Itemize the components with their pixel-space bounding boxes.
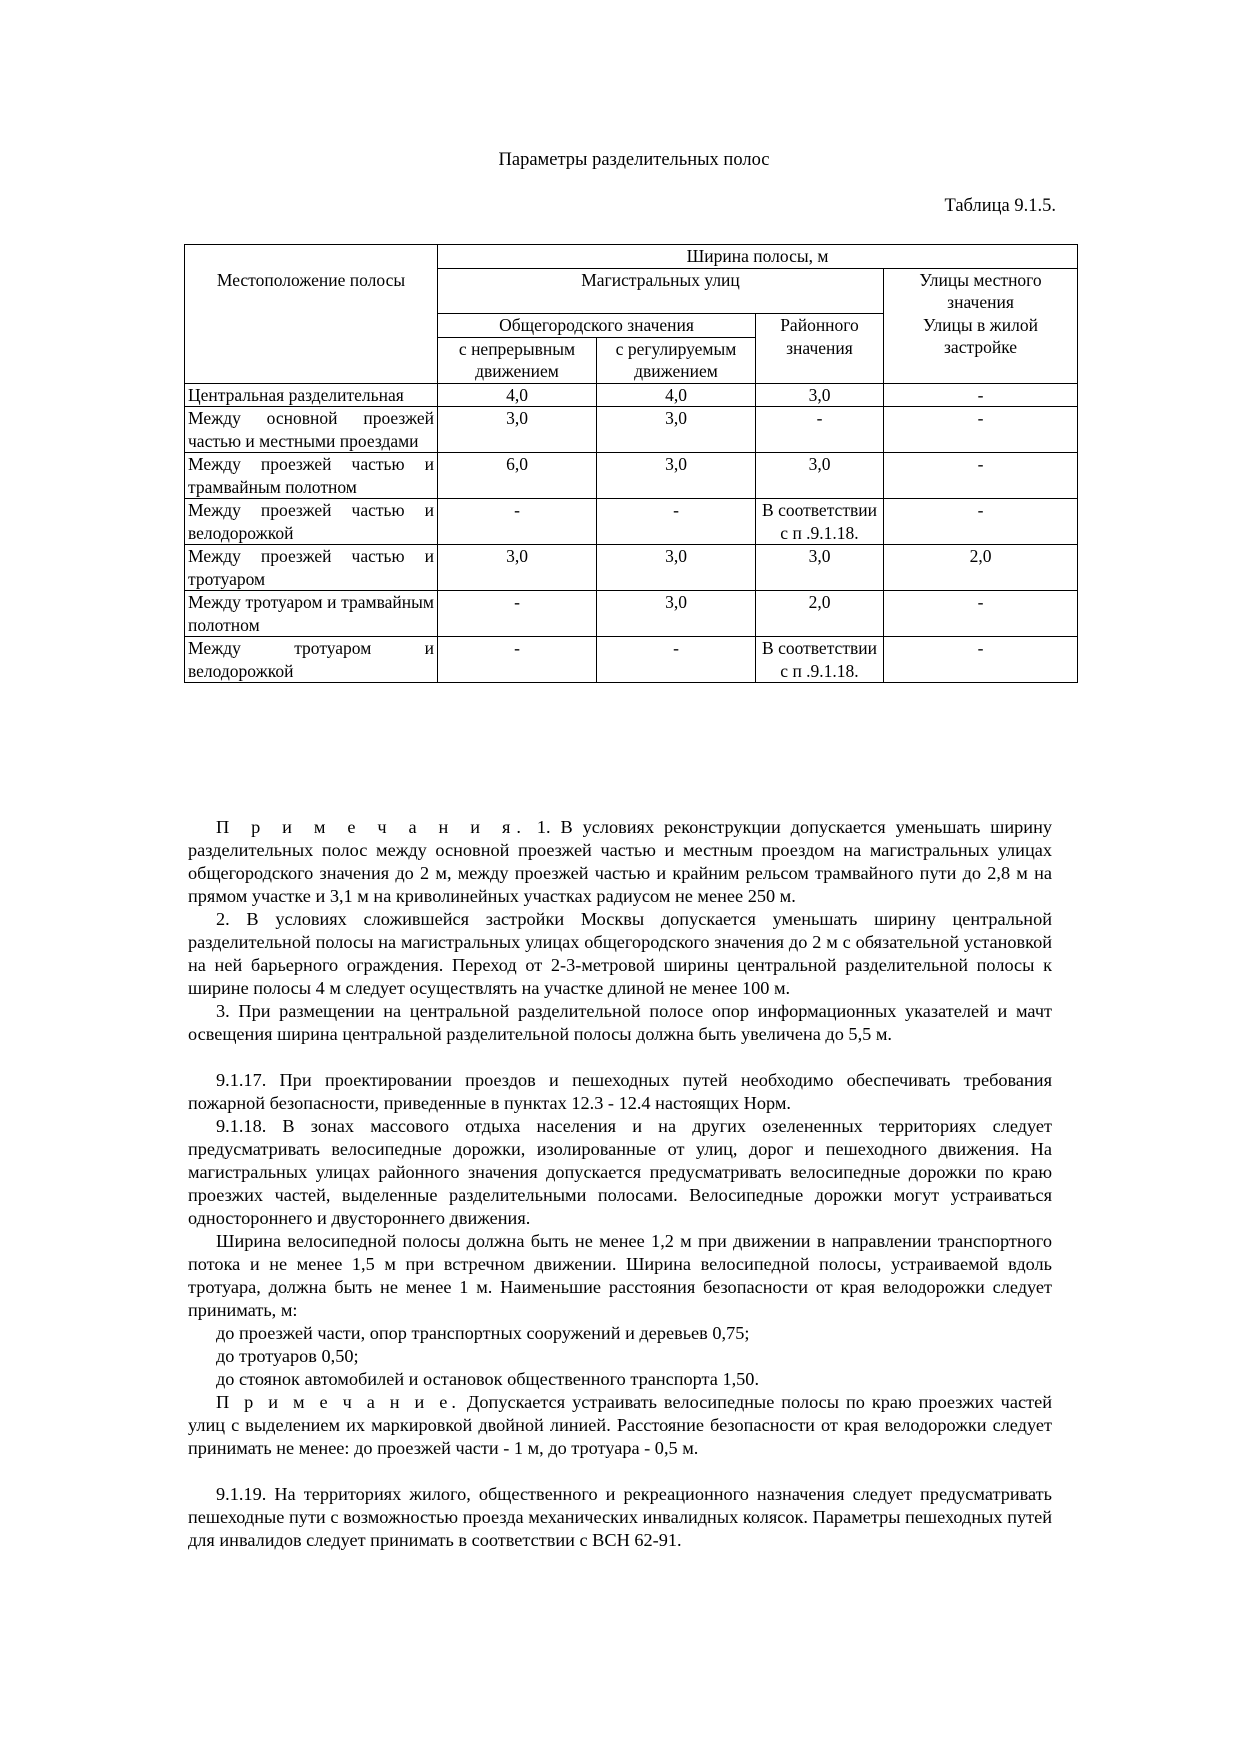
paragraph-9-1-17: 9.1.17. При проектировании проездов и пешеходных путей необходимо обеспечивать требования пожарной безопасности, приведенные в пунктах 12.3 - 12.4 настоящих Норм. (188, 1070, 1052, 1113)
cell-continuous: - (438, 637, 597, 683)
note-2: 2. В условиях сложившейся застройки Москвы допускается уменьшать ширину центральной разделительной полосы на магистральных улицах общегородского значения до 2 м с обязательной установкой на ней барьерного ограждения. Переход от 2-3-метровой ширины центральной разделительной полосы к ширине полосы 4 м следует осуществлять на участке длиной не менее 100 м. (188, 909, 1052, 998)
cell-regulated: - (597, 637, 756, 683)
cell-regulated: 3,0 (597, 453, 756, 499)
cell-district: 3,0 (756, 383, 884, 407)
header-width: Ширина полосы, м (438, 245, 1078, 269)
note-1 (188, 816, 1052, 908)
header-main-streets: Магистральных улиц (438, 268, 884, 314)
list-item: до стоянок автомобилей и остановок общественного транспорта 1,50. (216, 1369, 760, 1389)
bike-note (188, 1391, 1052, 1460)
row-location: Центральная разделительная (185, 383, 438, 407)
paragraph-bike-lane-width: Ширина велосипедной полосы должна быть не менее 1,2 м при движении в направлении транспортного потока и не менее 1,5 м при встречном движении. Ширина велосипедной полосы, устраиваемой вдоль тротуара, должна быть не менее 1 м. Наименьшие расстояния безопасности от края велодорожки следует принимать, м: (188, 1231, 1052, 1320)
paragraph-9-1-18: 9.1.18. В зонах массового отдыха населения и на других озелененных территориях следует предусматривать велосипедные дорожки, изолированные от улиц, дорог и пешеходного движения. На магистральных улицах районного значения допускается предусматривать велосипедные дорожки по краю проезжих частей, выделенные разделительными полосами. Велосипедные дорожки могут устраиваться одностороннего и двустороннего движения. (188, 1116, 1052, 1228)
table-row (185, 383, 1078, 407)
row-location: Между проезжей частью и тротуаром (185, 545, 438, 591)
cell-regulated: 3,0 (597, 545, 756, 591)
cell-district: 2,0 (756, 591, 884, 637)
note-3: 3. При размещении на центральной разделительной полосе опор информационных указателей и мачт освещения ширина центральной разделительной полосы должна быть увеличена до 5,5 м. (188, 1001, 1052, 1044)
cell-continuous: 4,0 (438, 383, 597, 407)
table-row (185, 499, 1078, 545)
row-location: Между тротуаром и трамвайным полотном (185, 591, 438, 637)
cell-district: В соответствии с п .9.1.18. (756, 499, 884, 545)
table-row (185, 591, 1078, 637)
cell-regulated: 3,0 (597, 407, 756, 453)
cell-regulated: 3,0 (597, 591, 756, 637)
cell-local: - (884, 453, 1078, 499)
cell-local: 2,0 (884, 545, 1078, 591)
paragraph-9-1-19: 9.1.19. На территориях жилого, общественного и рекреационного назначения следует предусматривать пешеходные пути с возможностью проезда механических инвалидных колясок. Параметры пешеходных путей для инвалидов следует принимать в соответствии с ВСН 62-91. (188, 1484, 1052, 1550)
cell-continuous: 6,0 (438, 453, 597, 499)
list-item: до проезжей части, опор транспортных сооружений и деревьев 0,75; (216, 1323, 750, 1343)
cell-continuous: 3,0 (438, 545, 597, 591)
header-regulated: с регулируемым движением (597, 337, 756, 383)
bike-note-text: Допускается устраивать велосипедные полосы по краю проезжих частей улиц с выделением их маркировкой двойной линией. Расстояние безопасности от края велодорожки следует принимать не менее: до проезжей части - 1 м, до тротуара - 0,5 м. (188, 1392, 1052, 1458)
table-notes (188, 816, 1052, 1552)
notes-label: П р и м е ч а н и я. (216, 817, 527, 837)
table-row (185, 453, 1078, 499)
table-row (185, 407, 1078, 453)
cell-district: 3,0 (756, 453, 884, 499)
cell-regulated: 4,0 (597, 383, 756, 407)
row-location: Между проезжей частью и трамвайным полотном (185, 453, 438, 499)
cell-local: - (884, 637, 1078, 683)
header-district: Районного значения (756, 314, 884, 384)
cell-local: - (884, 591, 1078, 637)
table-row (185, 545, 1078, 591)
cell-local: - (884, 383, 1078, 407)
document-title: Параметры разделительных полос (498, 150, 770, 170)
table-row (185, 637, 1078, 683)
cell-continuous: - (438, 499, 597, 545)
row-location: Между проезжей частью и велодорожкой (185, 499, 438, 545)
cell-district: В соответствии с п .9.1.18. (756, 637, 884, 683)
table-number: Таблица 9.1.5. (944, 196, 1056, 216)
header-continuous: с непрерывным движением (438, 337, 597, 383)
row-location: Между основной проезжей частью и местными проездами (185, 407, 438, 453)
separator-strips-table (184, 244, 1078, 683)
header-residential: Улицы в жилой застройке (884, 314, 1078, 384)
cell-local: - (884, 499, 1078, 545)
header-local-streets: Улицы местного значения (884, 268, 1078, 314)
cell-regulated: - (597, 499, 756, 545)
header-location: Местоположение полосы (185, 245, 438, 384)
header-citywide: Общегородского значения (438, 314, 756, 338)
row-location: Между тротуаром и велодорожкой (185, 637, 438, 683)
note-1-text: 1. В условиях реконструкции допускается уменьшать ширину разделительных полос между основной проезжей частью и местным проездом на магистральных улицах общегородского значения до 2 м, между проезжей частью и крайним рельсом трамвайного пути до 2,8 м на прямом участке и 3,1 м на криволинейных участках радиусом не менее 250 м. (188, 817, 1052, 906)
cell-district: - (756, 407, 884, 453)
cell-continuous: - (438, 591, 597, 637)
list-item: до тротуаров 0,50; (216, 1346, 359, 1366)
cell-district: 3,0 (756, 545, 884, 591)
cell-continuous: 3,0 (438, 407, 597, 453)
cell-local: - (884, 407, 1078, 453)
bike-note-label: П р и м е ч а н и е. (216, 1392, 460, 1412)
